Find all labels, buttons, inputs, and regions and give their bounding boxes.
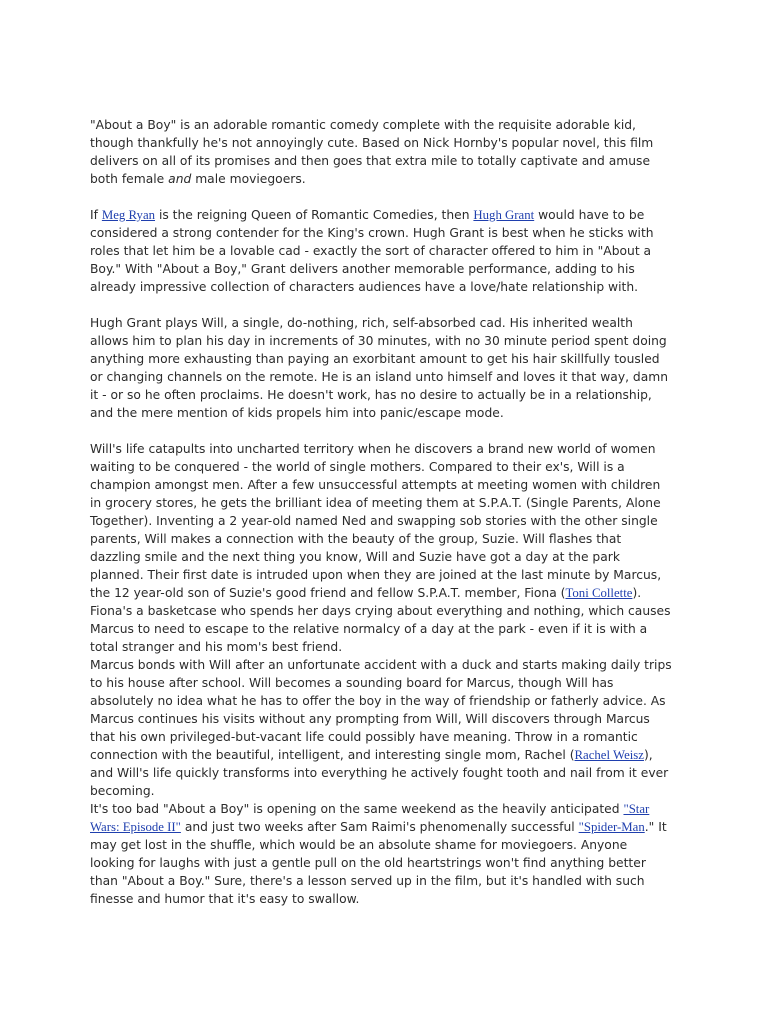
paragraph-text: "About a Boy" is an adorable romantic comedy complete with the requisite adorable kid, though thankfully he's not annoyingly cute. Based on Nick Hornby's popular novel, this film delivers on all of its promises and then goes that extra mile to totally captivate and amuse both female [90, 118, 654, 186]
paragraph-will: Hugh Grant plays Will, a single, do-nothing, rich, self-absorbed cad. His inherited wealth allows him to plan his day in increments of 30 minutes, with no 30 minute period spent doing anything more exhausting than paying an exorbitant amount to get his hair skillfully tousled or changing channels on the remote. He is an island unto himself and loves it that way, damn it - or so he often proclaims. He doesn't work, has no desire to actually be in a relationship, and the mere mention of kids propels him into panic/escape mode. [90, 316, 669, 420]
emphasis-text: and [168, 172, 192, 186]
paragraph-text: ). Fiona's a basketcase who spends her days crying about everything and nothing, which causes Marcus to need to escape to the relative normalcy of a day at the park - even if it is with a total stranger and his mom's best friend. [90, 586, 671, 654]
paragraph-single-mothers [90, 440, 672, 656]
paragraph-hugh-grant [90, 206, 672, 296]
paragraph-text: Will's life catapults into uncharted territory when he discovers a brand new world of women waiting to be conquered - the world of single mothers. Compared to their ex's, Will is a champion amongst men. After a few unsuccessful attempts at meeting women with children in grocery stores, he gets the brilliant idea of meeting them at S.P.A.T. (Single Parents, Alone Together). Inventing a 2 year-old named Ned and swapping sob stories with the other single parents, Will makes a connection with the beauty of the group, Suzie. Will flashes that dazzling smile and the next thing you know, Will and Suzie have got a day at the park planned. Their first date is intruded upon when they are joined at the last minute by Marcus, the 12 year-old son of Suzie's good friend and fellow S.P.A.T. member, Fiona ( [90, 442, 662, 600]
paragraph-text: If [90, 208, 102, 222]
paragraph-text: and just two weeks after Sam Raimi's phenomenally successful [180, 820, 579, 834]
link-hugh-grant[interactable]: Hugh Grant [473, 208, 535, 222]
paragraph-text: ." It may get lost in the shuffle, which would be an absolute shame for moviegoers. Anyone looking for laughs with just a gentle pull on the old heartstrings won't find anything better than "About a Boy." Sure, there's a lesson served up in the film, but it's handled with such finesse and humor that it's easy to swallow. [90, 820, 667, 906]
paragraph-text: would have to be considered a strong contender for the King's crown. Hugh Grant is best when he sticks with roles that let him be a lovable cad - exactly the sort of character offered to him in "About a Boy." With "About a Boy," Grant delivers another memorable performance, adding to his already impressive collection of characters audiences have a love/hate relationship with. [90, 208, 654, 294]
link-star-wars[interactable]: "Star Wars: Episode II" [90, 802, 650, 834]
paragraph-text: male moviegoers. [191, 172, 306, 186]
link-meg-ryan[interactable]: Meg Ryan [101, 208, 156, 222]
paragraph-text: is the reigning Queen of Romantic Comedies, then [155, 208, 474, 222]
link-spider-man[interactable]: "Spider-Man [578, 820, 645, 834]
link-rachel-weisz[interactable]: Rachel Weisz [574, 748, 644, 762]
article-body [90, 116, 672, 908]
paragraph-text: It's too bad "About a Boy" is opening on the same weekend as the heavily anticipated [90, 802, 624, 816]
paragraph-text: Marcus bonds with Will after an unfortunate accident with a duck and starts making daily trips to his house after school. Will becomes a sounding board for Marcus, though Will has absolutely no idea what he has to offer the boy in the way of friendship or fatherly advice. As Marcus continues his visits without any prompting from Will, Will discovers through Marcus that his own privileged-but-vacant life could possibly have meaning. Throw in a romantic connection with the beautiful, intelligent, and interesting single mom, Rachel ( [90, 658, 672, 762]
link-toni-collette[interactable]: Toni Collette [565, 586, 633, 600]
paragraph-text: ), and Will's life quickly transforms into everything he actively fought tooth and nail from it ever becoming. [90, 748, 669, 798]
paragraph-intro [90, 116, 672, 188]
paragraph-conclusion [90, 800, 672, 908]
paragraph-marcus [90, 656, 672, 800]
